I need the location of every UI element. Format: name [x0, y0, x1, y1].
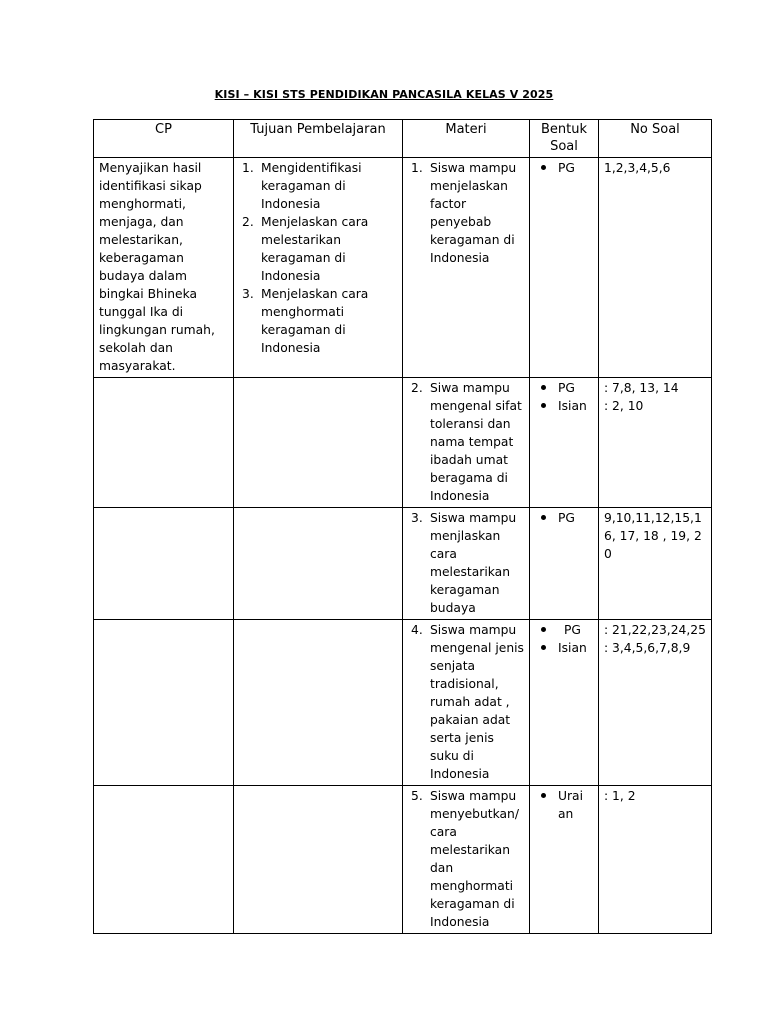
table-header-row: [94, 120, 712, 158]
no-soal-cell: 9,10,11,12,15,16, 17, 18 , 19, 20: [599, 508, 712, 620]
table-row: [94, 786, 712, 934]
bentuk-item: PG: [535, 379, 593, 397]
bentuk-item: Isian: [535, 639, 593, 657]
materi-item: 3. Siswa mampu menjlaskan cara melestarikan keragaman budaya: [411, 511, 517, 615]
tujuan-cell: [234, 786, 403, 934]
tujuan-item: 1. Mengidentifikasi keragaman di Indonesia: [242, 161, 362, 211]
tujuan-cell: [234, 508, 403, 620]
materi-cell: [403, 508, 530, 620]
table-row: [94, 378, 712, 508]
document-title: KISI – KISI STS PENDIDIKAN PANCASILA KELAS V 2025: [214, 88, 554, 101]
cp-cell: [94, 378, 234, 508]
header-no-soal: No Soal: [599, 120, 712, 158]
header-bentuk-soal: Bentuk Soal: [530, 120, 599, 158]
bentuk-soal-cell: [530, 786, 599, 934]
header-cp: CP: [94, 120, 234, 158]
bentuk-soal-cell: [530, 620, 599, 786]
bentuk-item: Uraian: [535, 787, 584, 823]
materi-cell: [403, 158, 530, 378]
cp-cell: [94, 786, 234, 934]
materi-item: 1. Siswa mampu menjelaskan factor penyebab keragaman di Indonesia: [411, 161, 517, 265]
materi-item: 4. Siswa mampu mengenal jenis senjata tradisional, rumah adat , pakaian adat serta jenis suku di Indonesia: [411, 623, 524, 781]
tujuan-cell: [234, 620, 403, 786]
header-materi: Materi: [403, 120, 530, 158]
bentuk-soal-cell: [530, 508, 599, 620]
no-soal-cell: 1,2,3,4,5,6: [599, 158, 712, 378]
kisi-table: [93, 119, 712, 934]
bentuk-soal-cell: [530, 158, 599, 378]
tujuan-cell: [234, 378, 403, 508]
tujuan-item: 3. Menjelaskan cara menghormati keragaman di Indonesia: [242, 287, 369, 355]
bentuk-item: PG: [535, 159, 593, 177]
no-soal-cell: : 1, 2: [599, 786, 712, 934]
header-tujuan-pembelajaran: Tujuan Pembelajaran: [234, 120, 403, 158]
table-row: [94, 508, 712, 620]
bentuk-soal-cell: [530, 378, 599, 508]
tujuan-item: 2. Menjelaskan cara melestarikan keragaman di Indonesia: [242, 215, 369, 283]
bentuk-item: Isian: [535, 397, 593, 415]
table-row: [94, 620, 712, 786]
no-soal-cell: : 7,8, 13, 14 : 2, 10: [599, 378, 712, 508]
materi-cell: [403, 786, 530, 934]
tujuan-list: [239, 159, 397, 357]
materi-item: 2. Siwa mampu mengenal sifat toleransi dan nama tempat ibadah umat beragama di Indonesia: [411, 381, 522, 503]
bentuk-item: PG: [535, 621, 593, 639]
tujuan-cell: [234, 158, 403, 378]
materi-cell: [403, 620, 530, 786]
materi-cell: [403, 378, 530, 508]
cp-cell: Menyajikan hasil identifikasi sikap menghormati, menjaga, dan melestarikan, keberagaman budaya dalam bingkai Bhineka tunggal Ika di lingkungan rumah, sekolah dan masyarakat.: [94, 158, 234, 378]
cp-cell: [94, 620, 234, 786]
no-soal-cell: : 21,22,23,24,25 : 3,4,5,6,7,8,9: [599, 620, 712, 786]
materi-item: 5. Siswa mampu menyebutkan/ cara melestarikan dan menghormati keragaman di Indonesia: [411, 789, 519, 929]
table-row: [94, 158, 712, 378]
cp-cell: [94, 508, 234, 620]
bentuk-item: PG: [535, 509, 593, 527]
